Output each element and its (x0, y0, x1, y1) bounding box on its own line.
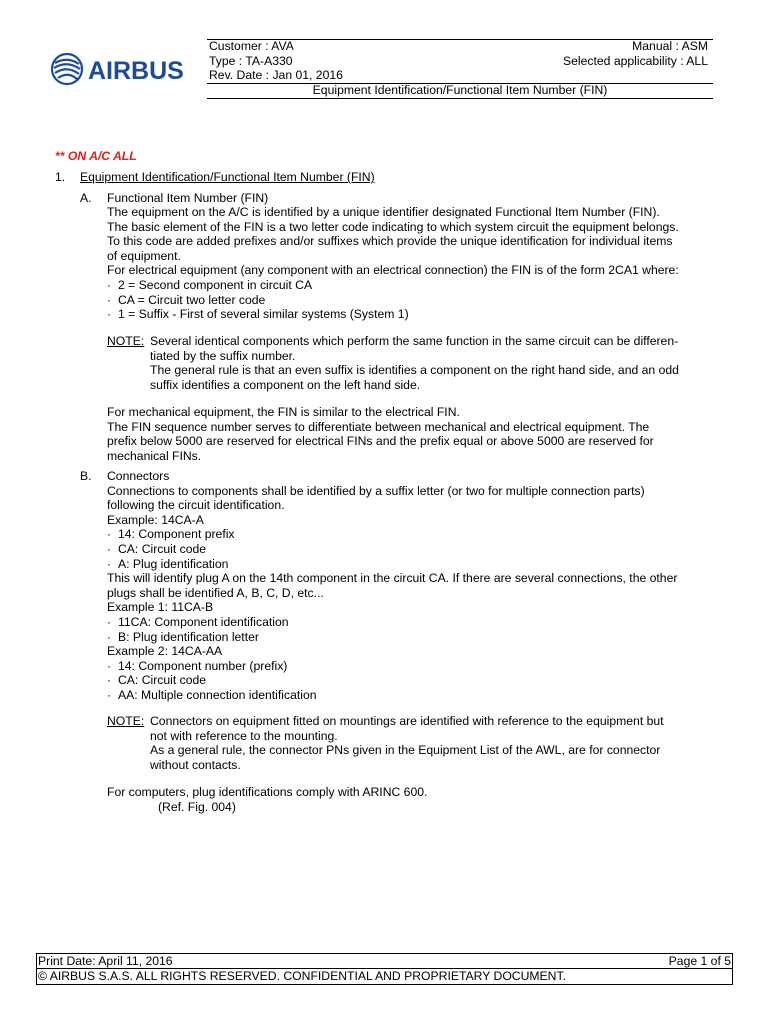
bullet: · (107, 673, 112, 688)
page-number: Page 1 of 5 (668, 954, 731, 968)
print-date: Print Date: April 11, 2016 (38, 954, 173, 968)
bullet: · (107, 527, 112, 542)
a-para-line: The equipment on the A/C is identified by a unique identifier designated Functional Item Number (FIN). (107, 205, 660, 219)
section-number: 1. (55, 170, 66, 184)
header-manual: Manual : ASM (632, 39, 708, 53)
b-example2: Example 2: 14CA-AA (107, 644, 223, 659)
header-bottom-rule (207, 98, 713, 99)
bullet: · (107, 688, 112, 702)
b-note-line: not with reference to the mounting. (150, 728, 338, 743)
section-title: Equipment Identification/Functional Item Number (FIN) (80, 170, 375, 184)
header-type: Type : TA-A330 (209, 54, 293, 68)
footer (36, 953, 733, 985)
b-note-line: Connectors on equipment fitted on mountings are identified with reference to the equipment but (150, 714, 664, 728)
a-para-line: For electrical equipment (any component with an electrical connection) the FIN is of the form 2CA1 where: (107, 263, 679, 278)
a-para-line: of equipment. (107, 248, 181, 263)
header-applicability: Selected applicability : ALL (563, 54, 708, 68)
a-para2-line: For mechanical equipment, the FIN is similar to the electrical FIN. (107, 405, 460, 419)
b-example: Example: 14CA-A (107, 512, 204, 527)
a-para2-line: mechanical FINs. (107, 448, 202, 463)
a-para2-line: The FIN sequence number serves to differentiate between mechanical and electrical equipment. The (107, 419, 650, 434)
bullet: · (107, 542, 112, 556)
b-explain-line: This will identify plug A on the 14th component in the circuit CA. If there are several connections, the other (107, 571, 678, 586)
a-para-line: The basic element of the FIN is a two letter code indicating to which system circuit the equipment belongs. (107, 219, 679, 234)
header-customer: Customer : AVA (209, 39, 294, 53)
bullet: · (107, 278, 112, 292)
b-note-label: NOTE: (107, 714, 145, 728)
a-note-line: Several identical components which perform the same function in the same circuit can be differen- (150, 334, 679, 348)
copyright: © AIRBUS S.A.S. ALL RIGHTS RESERVED. CONFIDENTIAL AND PROPRIETARY DOCUMENT. (38, 969, 566, 983)
a-note-line: The general rule is that an even suffix is identifies a component on the right hand side, and an odd (150, 363, 679, 378)
b-intro-line: following the circuit identification. (107, 498, 285, 513)
b-example1: Example 1: 11CA-B (107, 600, 214, 615)
subsection-b-heading: Connectors (107, 469, 170, 483)
logo-wordmark: AIRBUS (88, 57, 184, 85)
bullet: · (107, 615, 112, 629)
airbus-logo (50, 52, 198, 86)
figure-reference: (Ref. Fig. 004) (158, 799, 236, 814)
b-intro-line: Connections to components shall be identified by a suffix letter (or two for multiple connection parts) (107, 483, 645, 498)
header-rev-date: Rev. Date : Jan 01, 2016 (209, 68, 343, 82)
subsection-a-heading: Functional Item Number (FIN) (107, 191, 269, 205)
a-note-line: suffix identifies a component on the left hand side. (150, 377, 421, 392)
header-title: Equipment Identification/Functional Item Number (FIN) (312, 83, 608, 97)
bullet: · (107, 629, 112, 644)
a-note-line: tiated by the suffix number. (150, 348, 296, 363)
a-note-label: NOTE: (107, 334, 145, 348)
bullet: · (107, 307, 112, 322)
bullet: · (107, 658, 112, 673)
b-computers: For computers, plug identifications comply with ARINC 600. (107, 785, 428, 799)
bullet: · (107, 556, 112, 571)
subsection-a-letter: A. (80, 191, 92, 205)
b-note-line: without contacts. (150, 757, 241, 772)
b-explain-line: plugs shall be identified A, B, C, D, etc... (107, 585, 324, 600)
b-note-line: As a general rule, the connector PNs given in the Equipment List of the AWL, are for connector (150, 743, 661, 758)
subsection-b-letter: B. (80, 469, 92, 483)
airbus-swirl-icon (50, 52, 198, 86)
bullet: · (107, 292, 112, 307)
a-para-line: To this code are added prefixes and/or suffixes which provide the unique identification for individual items (107, 234, 673, 249)
a-para2-line: prefix below 5000 are reserved for electrical FINs and the prefix equal or above 5000 are reserved for (107, 434, 654, 449)
effectivity: ** ON A/C ALL (55, 149, 137, 163)
